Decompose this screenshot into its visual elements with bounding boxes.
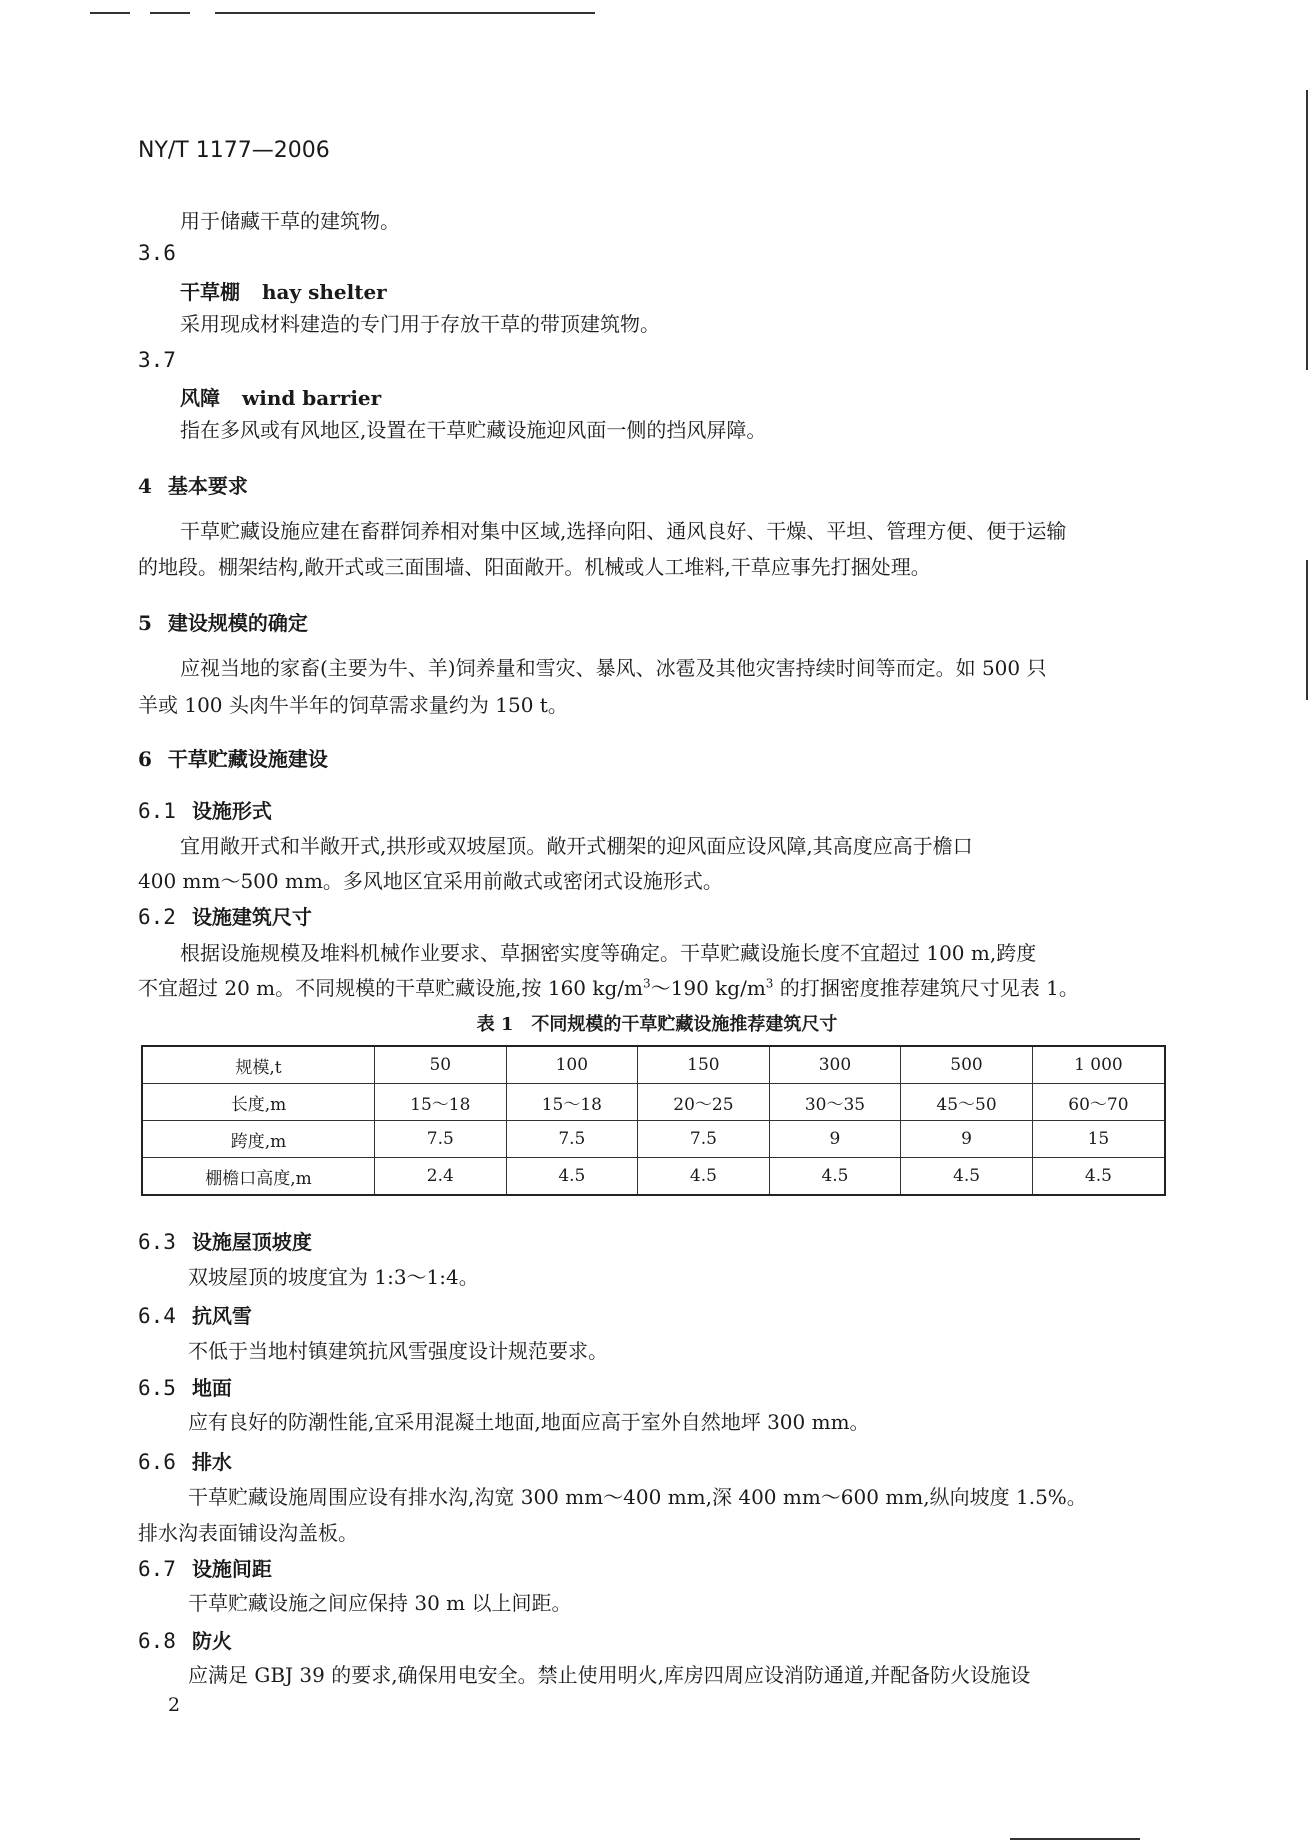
paragraph-line: 不低于当地村镇建筑抗风雪强度设计规范要求。 — [188, 1339, 608, 1363]
superscript: 3 — [643, 976, 651, 991]
table-cell: 60～70 — [1032, 1084, 1165, 1121]
section-heading — [138, 470, 248, 499]
scan-mark-top — [150, 12, 190, 14]
standard-id: NY/T 1177—2006 — [138, 138, 330, 163]
subsection-heading — [138, 1553, 272, 1582]
table-caption: 表 1 不同规模的干草贮藏设施推荐建筑尺寸 — [476, 1014, 838, 1035]
subsection-title: 设施建筑尺寸 — [191, 905, 312, 929]
table-cell: 45～50 — [901, 1084, 1033, 1121]
subsection-heading — [138, 1446, 232, 1475]
superscript: 3 — [765, 976, 774, 991]
table-cell: 4.5 — [638, 1158, 770, 1196]
term — [180, 382, 381, 411]
subsection-number: 6.4 — [138, 1304, 176, 1328]
table-cell: 2.4 — [375, 1158, 507, 1196]
subsection-number: 6.5 — [138, 1376, 176, 1400]
subsection-number: 6.2 — [138, 905, 176, 929]
table-cell: 300 — [769, 1046, 901, 1084]
definition-text: 用于储藏干草的建筑物。 — [180, 209, 400, 233]
scan-mark-top — [215, 12, 595, 14]
term — [180, 276, 387, 305]
scan-mark-top — [90, 12, 130, 14]
paragraph-line: 应视当地的家畜(主要为牛、羊)饲养量和雪灾、暴风、冰雹及其他灾害持续时间等而定。如 500 只 — [180, 656, 1047, 680]
table-cell: 15～18 — [506, 1084, 638, 1121]
scan-edge-right — [1306, 560, 1308, 700]
paragraph-line: 双坡屋顶的坡度宜为 1:3～1:4。 — [188, 1265, 479, 1289]
subsection-heading — [138, 1625, 232, 1654]
section-title: 建设规模的确定 — [167, 611, 308, 635]
definition-text: 采用现成材料建造的专门用于存放干草的带顶建筑物。 — [180, 312, 660, 336]
subsection-title: 设施屋顶坡度 — [191, 1230, 312, 1254]
table-cell: 100 — [506, 1046, 638, 1084]
table-cell: 150 — [638, 1046, 770, 1084]
paragraph-line: 干草贮藏设施应建在畜群饲养相对集中区域,选择向阳、通风良好、干燥、平坦、管理方便、便于运输 — [180, 519, 1067, 543]
table-row — [142, 1084, 1165, 1121]
dimensions-table — [141, 1045, 1166, 1196]
table-row — [142, 1046, 1165, 1084]
paragraph-line: 干草贮藏设施周围应设有排水沟,沟宽 300 mm～400 mm,深 400 mm～600 mm,纵向坡度 1.5%。 — [188, 1485, 1087, 1509]
table-cell: 7.5 — [506, 1121, 638, 1158]
text-run: 不宜超过 20 m。不同规模的干草贮藏设施,按 160 kg/m — [138, 976, 643, 1000]
term-en: hay shelter — [262, 280, 387, 304]
clause-number: 3.6 — [138, 241, 176, 265]
paragraph-line: 羊或 100 头肉牛半年的饲草需求量约为 150 t。 — [138, 693, 568, 717]
paragraph-line — [138, 972, 1079, 1001]
paragraph-line: 应有良好的防潮性能,宜采用混凝土地面,地面应高于室外自然地坪 300 mm。 — [188, 1410, 870, 1434]
table-cell: 9 — [769, 1121, 901, 1158]
table-cell: 15 — [1032, 1121, 1165, 1158]
paragraph-line: 根据设施规模及堆料机械作业要求、草捆密实度等确定。干草贮藏设施长度不宜超过 100 m,跨度 — [180, 941, 1037, 965]
definition-text: 指在多风或有风地区,设置在干草贮藏设施迎风面一侧的挡风屏障。 — [180, 418, 767, 442]
row-header: 跨度,m — [142, 1121, 375, 1158]
table-cell: 7.5 — [375, 1121, 507, 1158]
scan-edge-right — [1306, 90, 1308, 370]
subsection-heading — [138, 1226, 312, 1255]
subsection-title: 设施间距 — [191, 1557, 272, 1581]
subsection-number: 6.8 — [138, 1629, 176, 1653]
table-row — [142, 1158, 1165, 1196]
table-cell: 4.5 — [769, 1158, 901, 1196]
subsection-number: 6.7 — [138, 1557, 176, 1581]
paragraph-line: 400 mm～500 mm。多风地区宜采用前敞式或密闭式设施形式。 — [138, 869, 723, 893]
subsection-number: 6.3 — [138, 1230, 176, 1254]
subsection-title: 设施形式 — [191, 799, 272, 823]
row-header: 规模,t — [142, 1046, 375, 1084]
table-cell: 50 — [375, 1046, 507, 1084]
table-cell: 1 000 — [1032, 1046, 1165, 1084]
subsection-heading — [138, 1300, 252, 1329]
text-run: 的打捆密度推荐建筑尺寸见表 1。 — [773, 976, 1079, 1000]
paragraph-line: 应满足 GBJ 39 的要求,确保用电安全。禁止使用明火,库房四周应设消防通道,并配备防火设施设 — [188, 1663, 1031, 1687]
table-cell: 7.5 — [638, 1121, 770, 1158]
section-heading — [138, 607, 308, 636]
paragraph-line: 干草贮藏设施之间应保持 30 m 以上间距。 — [188, 1591, 572, 1615]
subsection-heading — [138, 901, 312, 930]
subsection-title: 地面 — [191, 1376, 232, 1400]
row-header: 棚檐口高度,m — [142, 1158, 375, 1196]
table-cell: 4.5 — [1032, 1158, 1165, 1196]
section-title: 基本要求 — [167, 474, 248, 498]
section-number: 4 — [138, 474, 152, 498]
section-number: 6 — [138, 747, 152, 771]
page-number: 2 — [168, 1694, 181, 1716]
table-row — [142, 1121, 1165, 1158]
text-run: ～190 kg/m — [650, 976, 766, 1000]
table-cell: 500 — [901, 1046, 1033, 1084]
paragraph-line: 排水沟表面铺设沟盖板。 — [138, 1521, 358, 1545]
subsection-number: 6.1 — [138, 799, 176, 823]
term-en: wind barrier — [242, 386, 382, 410]
section-heading — [138, 743, 328, 772]
paragraph-line: 宜用敞开式和半敞开式,拱形或双坡屋顶。敞开式棚架的迎风面应设风障,其高度应高于檐口 — [180, 834, 973, 858]
table-cell: 9 — [901, 1121, 1033, 1158]
scan-mark-bottom — [1010, 1838, 1140, 1840]
clause-number: 3.7 — [138, 348, 176, 372]
subsection-title: 排水 — [191, 1450, 232, 1474]
section-number: 5 — [138, 611, 152, 635]
subsection-number: 6.6 — [138, 1450, 176, 1474]
paragraph-line: 的地段。棚架结构,敞开式或三面围墙、阳面敞开。机械或人工堆料,干草应事先打捆处理。 — [138, 555, 931, 579]
table-cell: 4.5 — [901, 1158, 1033, 1196]
subsection-heading — [138, 795, 272, 824]
term-cn: 干草棚 — [180, 280, 240, 304]
section-title: 干草贮藏设施建设 — [167, 747, 328, 771]
table-cell: 20～25 — [638, 1084, 770, 1121]
term-cn: 风障 — [180, 386, 220, 410]
subsection-heading — [138, 1372, 232, 1401]
row-header: 长度,m — [142, 1084, 375, 1121]
table-cell: 30～35 — [769, 1084, 901, 1121]
subsection-title: 抗风雪 — [191, 1304, 252, 1328]
subsection-title: 防火 — [191, 1629, 232, 1653]
table-cell: 4.5 — [506, 1158, 638, 1196]
table-cell: 15～18 — [375, 1084, 507, 1121]
